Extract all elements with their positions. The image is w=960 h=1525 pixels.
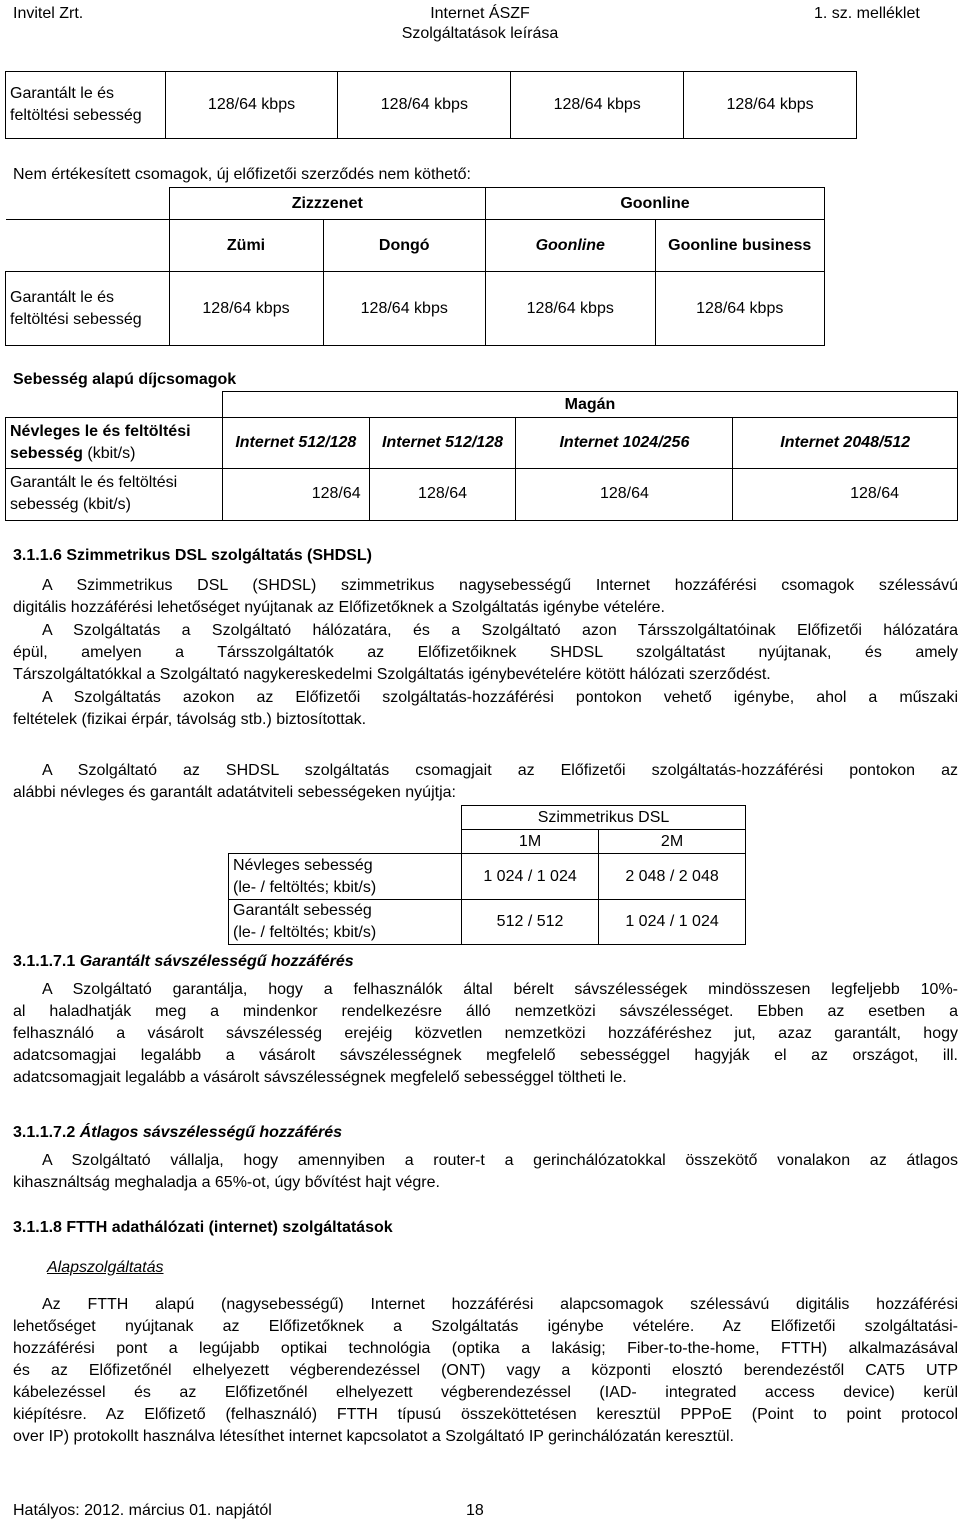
- non-sold-note: Nem értékesített csomagok, új előfizetői szerződés nem köthető:: [13, 166, 471, 183]
- table2-package: Zümi: [169, 220, 323, 272]
- text-line: adatcsomagjait legalább a vásárolt sávszélességnek megfelelő sebességgel töltheti le.: [13, 1069, 627, 1086]
- table4-value: 2 048 / 2 048: [599, 854, 746, 900]
- guaranteed-heading-title: Garantált sávszélességű hozzáférés: [79, 953, 354, 970]
- text-line: felhasználó a vásárolt sávszélesség erejéig közvetlen nemzetközi hozzáféréshez jut, azaz garantált, hogy: [13, 1025, 958, 1042]
- footer-effective-date: Hatályos: 2012. március 01. napjától: [13, 1502, 272, 1519]
- average-heading: [13, 1122, 342, 1144]
- text-line: Az FTTH alapú (nagysebességű) Internet hozzáférési alapcsomagok szélessávú digitális hozzáférési: [42, 1296, 958, 1313]
- table1-value: 128/64 kbps: [165, 72, 338, 139]
- table-speed-packages: [5, 391, 958, 521]
- shdsl-paragraph-3: [13, 687, 958, 731]
- table3-row1-label-unit: (kbit/s): [87, 444, 136, 462]
- table2-group-goonline: Goonline: [486, 188, 825, 220]
- text-line: A Szolgáltatás a Szolgáltató hálózatára, és a Szolgáltató azon Társszolgáltatóinak Előfizetői hálózatára: [42, 622, 958, 639]
- table-legacy-packages: [5, 187, 825, 346]
- average-paragraph: [13, 1150, 958, 1194]
- text-line: és az Előfizetőnél elhelyezett végberendezéssel (ONT) vagy a központi elosztó berendezéstől CAT5 UTP: [13, 1362, 958, 1379]
- table2-package: Goonline business: [655, 220, 825, 272]
- shdsl-heading: 3.1.1.6 Szimmetrikus DSL szolgáltatás (SHDSL): [13, 547, 372, 564]
- table4-column: 1M: [462, 830, 599, 854]
- table2-empty: [6, 220, 170, 272]
- table3-row1-label: [6, 418, 223, 468]
- table4-row-label-line2: (le- / feltöltés; kbit/s): [233, 924, 377, 941]
- average-heading-number: 3.1.1.7.2: [13, 1124, 76, 1141]
- text-line: over IP) protokollt használva létesíthet internet kapcsolatot a Szolgáltató IP gerinchálózatán keresztül.: [13, 1428, 734, 1445]
- table3-value: 128/64: [222, 468, 369, 520]
- ftth-paragraph: [13, 1294, 958, 1448]
- table2-value: 128/64 kbps: [169, 272, 323, 346]
- table2-package: Goonline: [486, 220, 656, 272]
- header-title-line1: Internet ÁSZF: [430, 5, 530, 22]
- text-line: kiépítésre. Az Előfizető (felhasználó) FTTH típusú összeköttetésen keresztül PPPoE (Point to point protocol: [13, 1406, 958, 1423]
- table-guaranteed-speed-1: [5, 71, 857, 139]
- footer-page-number: 18: [466, 1502, 484, 1519]
- table4-row-label-line1: Névleges sebesség: [233, 856, 373, 874]
- table3-value: 128/64: [733, 468, 958, 520]
- table2-value: 128/64 kbps: [655, 272, 825, 346]
- text-line: digitális hozzáférési lehetőséget nyújtanak az Előfizetőknek a Szolgáltatás igénybe vételére.: [13, 599, 665, 616]
- shdsl-paragraph-1: [13, 575, 958, 619]
- table4-empty: [229, 830, 462, 854]
- text-line: kihasználtság meghaladja a 65%-ot, úgy bővítést hajt végre.: [13, 1174, 440, 1191]
- text-line: A Szolgáltató az SHDSL szolgáltatás csomagjait az Előfizetői szolgáltatás-hozzáférési pontokon az: [42, 762, 958, 779]
- text-line: kábelezéssel és az Előfizetőnél elhelyezett végberendezéssel (IAD- integrated access device) kerül: [13, 1384, 958, 1401]
- table4-column: 2M: [599, 830, 746, 854]
- ftth-subheading: Alapszolgáltatás: [47, 1259, 164, 1276]
- table4-row-label-line1: Garantált sebesség: [233, 902, 372, 919]
- table4-value: 512 / 512: [462, 900, 599, 945]
- table3-package: Internet 1024/256: [516, 418, 733, 468]
- text-line: al haladhatják meg a mindenkor rendelkezésre álló nemzetközi sávszélességet. Ebben az esetben a: [13, 1003, 958, 1020]
- table4-row-label: [229, 854, 462, 900]
- text-line: épül, amelyen a Társszolgáltatók az Előfizetőiknek SHDSL szolgáltatást nyújtanak, és amely: [13, 644, 958, 661]
- speed-section-title: Sebesség alapú díjcsomagok: [13, 371, 237, 388]
- text-line: adatcsomagjai legalább a vásárolt sávszélességnek megfelelő sebességgel hagyják el az országot, ill.: [13, 1047, 958, 1064]
- text-line: feltételek (fizikai érpár, távolság stb.) biztosítottak.: [13, 711, 367, 728]
- table1-label: Garantált le és feltöltési sebesség: [6, 72, 166, 139]
- table3-package: Internet 512/128: [369, 418, 516, 468]
- guaranteed-heading: [13, 951, 354, 973]
- table4-row-label-line2: (le- / feltöltés; kbit/s): [233, 878, 377, 896]
- ftth-heading: 3.1.1.8 FTTH adathálózati (internet) szolgáltatások: [13, 1219, 393, 1236]
- table4-row-label: [229, 900, 462, 945]
- table4-value: 1 024 / 1 024: [599, 900, 746, 945]
- table4-group: Szimmetrikus DSL: [462, 806, 746, 830]
- table3-row2-label: Garantált le és feltöltési sebesség (kbit/s): [6, 468, 223, 520]
- text-line: A Szimmetrikus DSL (SHDSL) szimmetrikus nagysebességű Internet hozzáférési csomagok szélessávú: [42, 577, 958, 594]
- table3-value: 128/64: [369, 468, 516, 520]
- table2-label: Garantált le és feltöltési sebesség: [6, 272, 170, 346]
- table-shdsl-speeds: [228, 805, 746, 945]
- text-line: hozzáférési pont a legújabb optikai technológia (optika a lakásig; Fiber-to-the-home, FTTH) alkalmazásával: [13, 1340, 958, 1357]
- table3-package: Internet 512/128: [222, 418, 369, 468]
- text-line: alábbi névleges és garantált adatátviteli sebességeken nyújtja:: [13, 784, 456, 801]
- header-title-line2: Szolgáltatások leírása: [401, 25, 559, 42]
- table1-value: 128/64 kbps: [338, 72, 511, 139]
- table1-value: 128/64 kbps: [684, 72, 857, 139]
- guaranteed-paragraph: [13, 979, 958, 1089]
- table2-package: Dongó: [323, 220, 486, 272]
- text-line: Társzolgáltatókkal a Szolgáltató nagykereskedelmi Szolgáltatás igénybevételére kötött hálózati szerződést.: [13, 666, 771, 683]
- shdsl-paragraph-2: [13, 620, 958, 686]
- table2-value: 128/64 kbps: [323, 272, 486, 346]
- table3-value: 128/64: [516, 468, 733, 520]
- table3-group: Magán: [222, 392, 957, 418]
- table4-empty: [229, 806, 462, 830]
- table3-row1-label-bold: Névleges le és feltöltési sebesség: [10, 422, 191, 462]
- guaranteed-heading-number: 3.1.1.7.1: [13, 953, 76, 970]
- table4-value: 1 024 / 1 024: [462, 854, 599, 900]
- table1-value: 128/64 kbps: [511, 72, 684, 139]
- header-title: [380, 4, 580, 44]
- header-company: Invitel Zrt.: [13, 5, 84, 22]
- table2-group-zizzzenet: Zizzzenet: [169, 188, 486, 220]
- average-heading-title: Átlagos sávszélességű hozzáférés: [79, 1124, 343, 1141]
- table2-empty: [6, 188, 170, 220]
- shdsl-paragraph-4: [13, 760, 958, 804]
- text-line: A Szolgáltató vállalja, hogy amennyiben a router-t a gerinchálózatokkal összekötő vonalakon az átlagos: [42, 1152, 958, 1169]
- table3-empty: [6, 392, 223, 418]
- table3-package: Internet 2048/512: [733, 418, 958, 468]
- text-line: lehetőséget nyújtanak az Előfizetőknek a Szolgáltatás igénybe vételére. Az Előfizetői szolgáltatási-: [13, 1318, 958, 1335]
- header-annex: 1. sz. melléklet: [814, 5, 920, 22]
- text-line: A Szolgáltató garantálja, hogy a felhasználók által bérelt sávszélességek mindösszesen legfeljebb 10%-: [42, 981, 958, 998]
- table2-value: 128/64 kbps: [486, 272, 656, 346]
- text-line: A Szolgáltatás azokon az Előfizetői szolgáltatás-hozzáférési pontokon vehető igénybe, ahol a műszaki: [42, 689, 958, 706]
